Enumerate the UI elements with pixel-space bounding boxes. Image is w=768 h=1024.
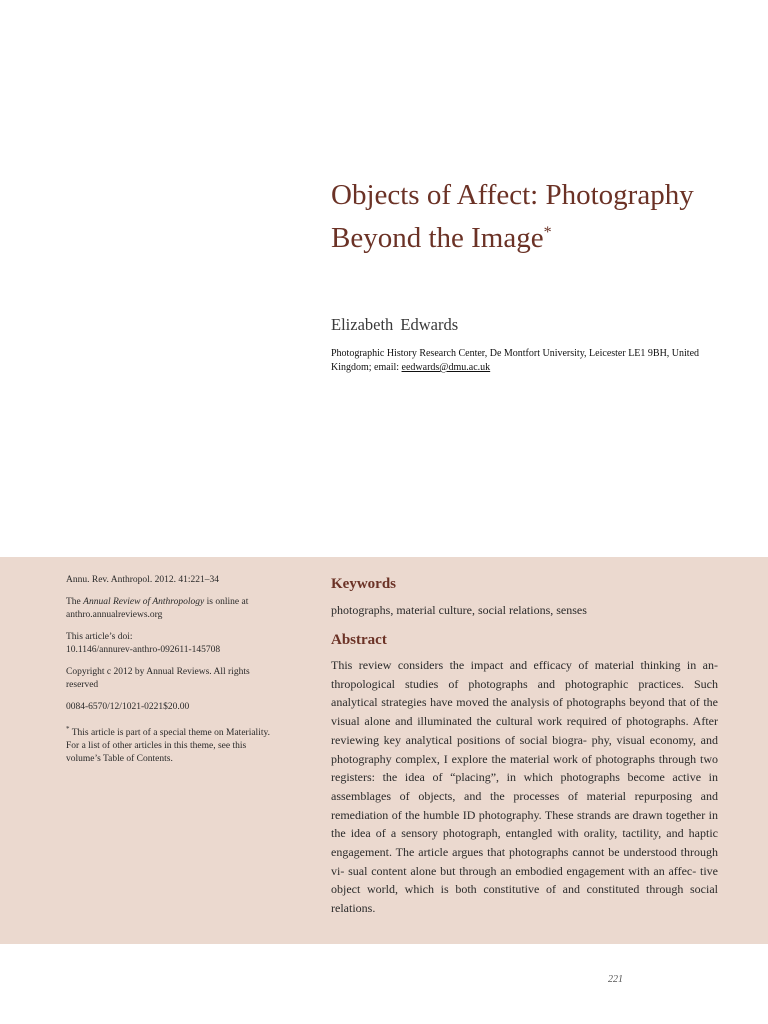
doi-value: 10.1146/annurev-anthro-092611-145708 (66, 645, 221, 655)
keywords-heading: Keywords (331, 576, 396, 592)
author-name: Elizabeth Edwards (331, 315, 459, 334)
issn: 0084-6570/12/1021-0221$20.00 (66, 702, 190, 712)
page-number: 221 (608, 974, 623, 985)
keywords-list: photographs, material culture, social relations, senses (331, 603, 587, 617)
doi-label: This article’s doi: (66, 632, 133, 642)
abstract-heading: Abstract (331, 632, 387, 648)
journal-name: Annual Review of Anthropology (83, 597, 205, 607)
online-note: The Annual Review of Anthropology is online at anthro.annualreviews.org (66, 597, 249, 620)
author-affiliation: Photographic History Research Center, De Montfort University, Leicester LE1 9BH, United Kingdom; email: eedwards@dmu.ac.uk (331, 348, 700, 373)
theme-footnote: * This article is part of a special theme on Materiality. For a list of other articles in this theme, see this volume’s Table of Contents. (66, 725, 270, 765)
publication-sidebar (66, 574, 276, 775)
abstract-text: This review considers the impact and efficacy of material thinking in an- thropological studies of photographs and photographic practices. Such analytical strategies have moved the analysis of photographs beyond that of the visual alone and illuminated the cultural work required of photographs. After reviewing key analytical positions of social biogra- phy, visual economy, and photography complex, I explore the material work of photographs through two registers: the idea of “placing”, in which photographs become active in assemblages of objects, and the processes of material repurposing and remediation of the humble ID photography. These strands are drawn together in the idea of a sensory photograph, entangled with orality, tactility, and haptic engagement. The article argues that photographs cannot be understood through vi- sual content alone but through an embodied engagement with an affec- tive object world, which is both constitutive of and constituted through social relations. (331, 658, 718, 916)
author-email-link[interactable]: eedwards@dmu.ac.uk (401, 362, 491, 373)
citation: Annu. Rev. Anthropol. 2012. 41:221–34 (66, 575, 219, 585)
doi-block (66, 631, 276, 657)
copyright: Copyright c 2012 by Annual Reviews. All rights reserved (66, 667, 250, 690)
title-footnote-mark: * (543, 224, 552, 241)
article-title: Objects of Affect: Photography Beyond the Image* (331, 179, 694, 254)
